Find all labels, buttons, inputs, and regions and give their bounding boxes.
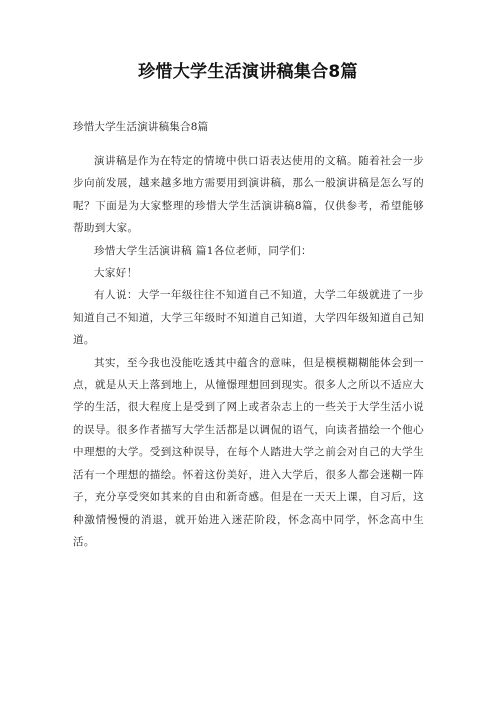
paragraph: 其实，至今我也没能吃透其中蕴含的意味，但是模模糊糊能体会到一点，就是从天上落到地上，从憧憬理想回到现实。很多人之所以不适应大学的生活，很大程度上是受到了网上或者杂志上的一些关于大学生活小说的误导。很多作者描写大学生活都是以调侃的语气，向读者描绘一个他心中理想的大学。受到这种误导，在每个人踏进大学之前会对自己的大学生活有一个理想的描绘。怀着这份美好，进入大学后，很多人都会迷糊一阵子，充分享受突如其来的自由和新奇感。但是在一天天上课，自习后，这种激情慢慢的消退，就开始进入迷茫阶段，怀念高中同学，怀念高中生活。 bbox=[73, 356, 424, 548]
document-body bbox=[73, 150, 424, 553]
paragraph: 演讲稿是作为在特定的情境中供口语表达使用的文稿。随着社会一步步向前发展，越来越多地方需要用到演讲稿，那么一般演讲稿是怎么写的呢？下面是为大家整理的珍惜大学生活演讲稿8篇，仅供参考，希望能够帮助到大家。 bbox=[73, 155, 424, 235]
document-title: 珍惜大学生活演讲稿集合8篇 bbox=[138, 62, 358, 82]
paragraph: 有人说：大学一年级往往不知道自己不知道，大学二年级就进了一步知道自己不知道，大学三年级时不知道自己知道，大学四年级知道自己知道。 bbox=[73, 289, 424, 347]
paragraph: 珍惜大学生活演讲稿 篇1各位老师，同学们： bbox=[94, 244, 312, 257]
paragraph: 大家好！ bbox=[94, 267, 138, 280]
document-subtitle: 珍惜大学生活演讲稿集合8篇 bbox=[73, 121, 209, 133]
